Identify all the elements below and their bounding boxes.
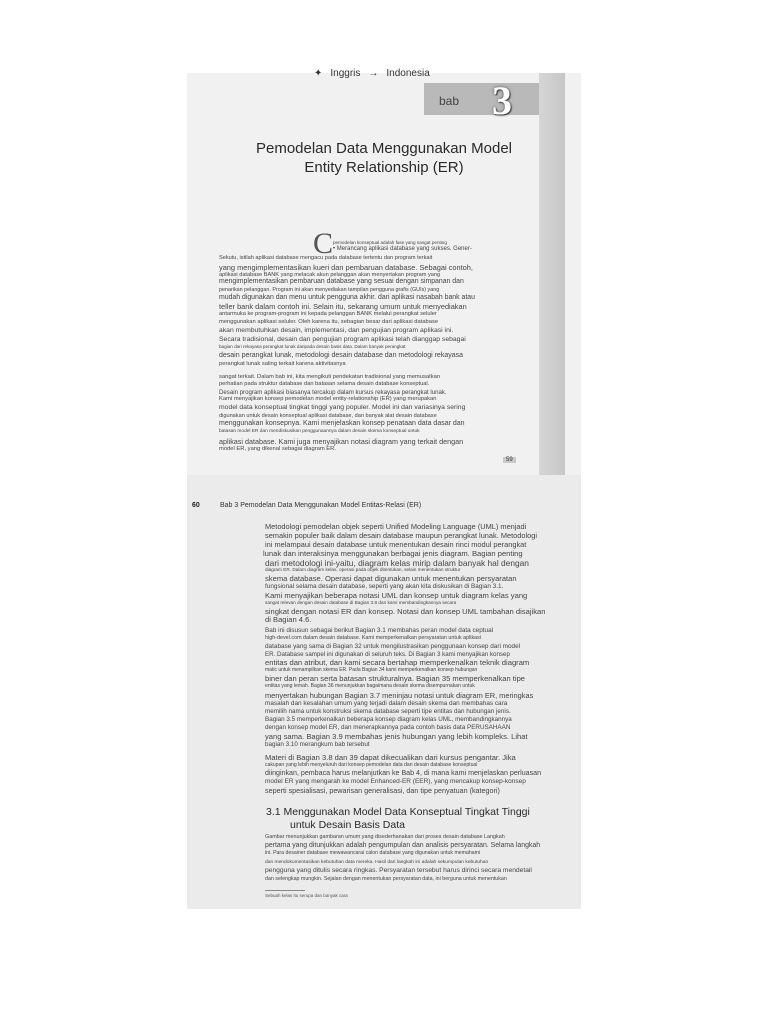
text-line: yang sama. Bagian 3.9 membahas jenis hubungan yang lebih kompleks. Lihat xyxy=(265,732,528,741)
footnote: Sebuah kelas itu serupa dan banyak cara xyxy=(265,893,348,898)
text-line: cakupan yang lebih menyeluruh dari konsep pemodelan data dan desain database konseptual xyxy=(265,762,478,768)
translate-sparkle-icon: ✦ xyxy=(314,67,323,79)
text-line: mudah digunakan dan menu untuk pengguna akhir. dari aplikasi nasabah bank atau xyxy=(219,294,475,301)
text-line: model data konseptual tingkat tinggi yang populer. Model ini dan variasinya sering xyxy=(219,404,466,411)
section-heading-line-2: untuk Desain Basis Data xyxy=(290,819,405,831)
text-line: perhatian pada struktur database dan batasan selama desain database konseptual. xyxy=(219,381,430,387)
text-line: yang mengimplementasikan kueri dan pembaruan database. Sebagai contoh, xyxy=(219,263,473,272)
text-line: dari metodologi ini-yaitu, diagram kelas mirip dalam banyak hal dengan xyxy=(265,558,529,568)
text-line: digunakan untuk desain konseptual aplikasi database, dan banyak alat desain database xyxy=(219,413,437,419)
text-line: Bagian 3.5 memperkenalkan beberapa konsep diagram kelas UML, membandingkannya xyxy=(265,716,512,723)
text-line: biner dan peran serta batasan strukturalnya. Bagian 35 memperkenalkan tipe xyxy=(265,674,526,683)
text-line: fungsional selama desain database, seperti yang akan kita diskusikan di Bagian 3.1. xyxy=(265,583,504,590)
text-line: aplikasi database BANK yang melacak akun pelanggan akan menyertakan program yang xyxy=(219,272,441,278)
chapter-tab xyxy=(424,78,539,123)
page-number-60: 60 xyxy=(192,502,200,509)
section-heading-line-1: 3.1 Menggunakan Model Data Konseptual Tingkat Tinggi xyxy=(266,806,530,818)
text-line: Kami menyajikan konsep pemodelan model entity-relationship (ER) yang merupakan xyxy=(219,396,437,402)
footnote-rule xyxy=(265,890,305,891)
target-language[interactable]: Indonesia xyxy=(386,67,430,79)
text-line: lunak dan interaksinya menggunakan berbagai jenis diagram. Bagian penting xyxy=(263,549,523,558)
text-line: entitas dan atribut, dan kami secara bertahap memperkenalkan teknik diagram xyxy=(265,658,530,667)
text-line: singkat dengan notasi ER dan konsep. Notasi dan konsep UML tambahan disajikan xyxy=(265,607,546,616)
text-line: memilih nama untuk konstruksi skema database seperti tipe entitas dan hubungan jenis. xyxy=(265,708,511,715)
chapter-number: 3 xyxy=(492,78,512,123)
text-line: ini melampaui desain database untuk menentukan desain rinci modul perangkat xyxy=(265,540,527,549)
text-line: masalah dan kesalahan umum yang terjadi dalam desain skema dan membahas cara xyxy=(265,700,508,707)
page-number-59: 59 xyxy=(503,457,516,463)
text-line: diinginkan, pembaca harus melanjutkan ke Bab 4, di mana kami menjelaskan perluasan xyxy=(265,769,542,777)
text-line: skema database. Operasi dapat digunakan untuk menentukan persyaratan xyxy=(265,574,517,583)
text-line: ER. Database sampel ini digunakan di seluruh teks. Di Bagian 3 kami menyajikan konsep xyxy=(265,651,510,658)
arrow-right-icon: → xyxy=(368,67,379,79)
text-line: bagian 3.10 merangkum bab tersebut xyxy=(265,741,370,748)
text-line: Desain program aplikasi biasanya tercakup dalam kursus rekayasa perangkat lunak. xyxy=(219,389,447,396)
text-line: semakin populer baik dalam desain database maupun perangkat lunak. Metodologi xyxy=(265,531,537,540)
text-line: • Merancang aplikasi database yang sukses. Gener- xyxy=(333,246,472,252)
text-line: matic untuk menampilkan skema ER. Pada Bagian 34 kami memperkenalkan konsep hubungan xyxy=(265,667,478,673)
text-line: Kami menyajikan beberapa notasi UML dan konsep untuk diagram kelas yang xyxy=(265,591,528,600)
text-line: batasan model ER dan mendiskusikan penggunaannya dalam desain skema konseptual untuk xyxy=(219,429,420,434)
text-line: high-devel.com dalam desain database. Kami memperkenalkan persyaratan untuk aplikasi xyxy=(265,635,482,641)
text-line: mengimplementasikan pembaruan database yang sesuai dengan simpanan dan xyxy=(219,278,464,285)
text-line: model ER yang mengarah ke model Enhanced-ER (EER), yang mencakup konsep-konsep xyxy=(265,778,526,785)
text-line: Secara tradisional, desain dan pengujian program aplikasi telah dianggap sebagai xyxy=(219,336,466,343)
text-line: seperti spesialisasi, pewarisan generalisasi, dan tipe penyatuan (kategori) xyxy=(265,786,500,795)
text-line: desain perangkat lunak, metodologi desain database dan metodologi rekayasa xyxy=(219,352,464,359)
chapter-side-stripe xyxy=(539,73,565,475)
text-line: menyertakan hubungan Bagian 3.7 meninjau notasi untuk diagram ER, meringkas xyxy=(265,691,534,700)
text-line: entitas yang lemah. Bagian 36 menunjukkan bagaimana desain skema disempurnakan untuk xyxy=(265,683,475,689)
text-line: penarikan pelanggan. Program ini akan menyediakan tampilan pengguna grafis (GUIs) yang xyxy=(219,287,440,293)
text-line: diagram ER. Dalam diagram kelas, operasi pada objek ditentukan, selain menentukan struktur xyxy=(265,567,461,572)
chapter-label: bab xyxy=(439,94,460,108)
title-line-2: Entity Relationship (ER) xyxy=(304,159,464,176)
text-line: dan selengkap mungkin. Sejalan dengan menentukan persyaratan data, ini berguna untuk menentukan xyxy=(265,876,507,882)
drop-cap: C xyxy=(313,227,334,260)
text-line: dengan konsep model ER, dan menerapkannya pada contoh basis data PERUSAHAAN xyxy=(265,724,511,731)
text-line: sangat terkait. Dalam bab ini, kita mengikuti pendekatan tradisional yang memusatkan xyxy=(219,374,441,380)
text-line: menggunakan konsepnya. Kami menjelaskan konsep penataan data dasar dan xyxy=(219,420,465,427)
title-line-1: Pemodelan Data Menggunakan Model xyxy=(255,140,512,157)
section-heading xyxy=(266,806,566,832)
text-line: teller bank dalam contoh ini. Selain itu, sekarang umum untuk menyediakan xyxy=(219,302,467,311)
text-line: database yang sama di Bagian 32 untuk mengilustrasikan penggunaan konsep dari model xyxy=(265,643,521,650)
text-line: menggunakan aplikasi seluler. Oleh karena itu, sebagian besar dari aplikasi database xyxy=(219,319,439,325)
text-line: Bab ini disusun sebagai berikut Bagian 3.1 membahas peran model data ceptual xyxy=(265,627,494,634)
chapter-title xyxy=(234,139,534,177)
text-line: perangkat lunak saling terkait karena aktivitasnya xyxy=(219,361,346,367)
text-line: antarmuka ke program-program ini kepada pelanggan BANK melalui perangkat seluler xyxy=(219,311,437,317)
text-line: bagian dari rekayasa perangkat lunak daripada desain basis data. Dalam banyak perangkat xyxy=(219,344,406,349)
text-line: Materi di Bagian 3.8 dan 39 dapat dikecualikan dari kursus pengantar. Jika xyxy=(265,753,516,762)
text-line: ini. Para desainer database mewawancarai calon database yang digunakan untuk memahami xyxy=(265,850,481,856)
text-line: Sekutu, istilah aplikasi database mengacu pada database tertentu dan program terkait xyxy=(219,255,433,261)
text-line: Metodologi pemodelan objek seperti Unified Modeling Language (UML) menjadi xyxy=(265,522,527,531)
translate-bar[interactable] xyxy=(314,66,430,80)
source-language[interactable]: Inggris xyxy=(330,67,361,79)
text-line: pemodelan konseptual adalah fase yang sangat penting xyxy=(333,240,447,245)
text-line: di Bagian 4.6. xyxy=(265,615,312,624)
text-line: pertama yang ditunjukkan adalah pengumpulan dan analisis persyaratan. Selama langkah xyxy=(265,842,541,849)
text-line: Gambar menunjukkan gambaran umum yang disederhanakan dari proses desain database Langkah xyxy=(265,834,505,840)
text-line: dan mendokumentasikan kebutuhan data mereka. Hasil dari langkah ini adalah sekumpulan kebutuhan xyxy=(265,860,489,865)
text-line: model ER, yang dikenal sebagai diagram ER. xyxy=(219,446,336,452)
text-line: pengguna yang ditulis secara ringkas. Persyaratan tersebut harus dirinci secara mendetail xyxy=(265,867,532,874)
text-line: akan membutuhkan desain, implementasi, dan pengujian program aplikasi ini. xyxy=(219,327,454,334)
text-line: aplikasi database. Kami juga menyajikan notasi diagram yang terkait dengan xyxy=(219,437,464,446)
running-header: Bab 3 Pemodelan Data Menggunakan Model Entitas-Relasi (ER) xyxy=(220,502,422,509)
text-line: sangat relevan dengan desain database di Bagian 3.8 dan kami membandingkannya secara xyxy=(265,600,457,605)
